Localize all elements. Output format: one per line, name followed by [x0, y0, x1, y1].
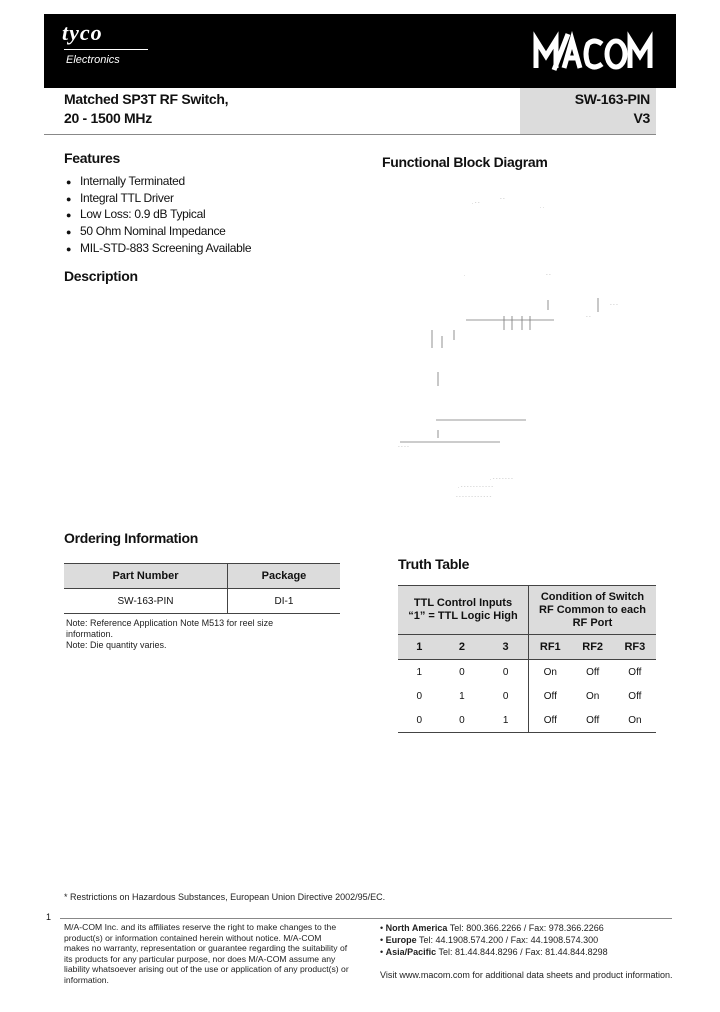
diagram-mark: . - - [472, 200, 480, 206]
table-cell: SW-163-PIN [64, 589, 227, 614]
diagram-line [432, 330, 454, 348]
column-header: RF3 [614, 635, 656, 660]
column-header: 2 [441, 635, 484, 660]
diagram-mark: - - [500, 196, 505, 202]
ordering-heading: Ordering Information [64, 530, 199, 546]
ordering-notes [66, 618, 316, 651]
table-cell: 1 [483, 708, 528, 733]
macom-logo [532, 28, 656, 76]
bullet-icon: ● [66, 177, 72, 187]
functional-block-diagram [380, 180, 670, 510]
table-row [398, 660, 656, 685]
legal-disclaimer: M/A-COM Inc. and its affiliates reserve the right to make changes to the product(s) or information contained herein without notice. M/A-COM makes no warranty, representation or guarantee regarding the suitability of its products for any particular purpose, nor does M/A-COM assume any liability whatsoever arising out of the use or application of any product(s) or information. [64, 922, 349, 985]
page-number: 1 [46, 912, 52, 922]
title-divider [44, 134, 656, 135]
table-cell: 0 [416, 690, 423, 702]
table-row [398, 684, 656, 708]
truth-table-heading: Truth Table [398, 556, 470, 572]
table-header-row [398, 586, 656, 635]
table-cell: 0 [441, 708, 484, 733]
table-row [64, 589, 340, 614]
features-list [66, 174, 251, 258]
tyco-logo-subtitle: Electronics [66, 54, 120, 66]
part-number: SW-163-PIN [574, 91, 650, 107]
table-cell: 0 [459, 666, 465, 678]
table-subheader-row [398, 635, 656, 660]
table-header-row [64, 564, 340, 589]
contact-numbers: Tel: 800.366.2266 / Fax: 978.366.2266 [449, 923, 604, 933]
table-cell: Off [528, 708, 571, 733]
truth-group-condition: Condition of Switch RF Common to each RF Port [528, 586, 656, 635]
bullet-icon: ● [66, 243, 72, 254]
description-heading: Description [64, 268, 138, 284]
contact-list [380, 922, 608, 958]
table-cell: 1 [416, 666, 423, 678]
contact-numbers: Tel: 81.44.844.8296 / Fax: 81.44.844.8298 [438, 947, 608, 957]
diagram-mark: . - - - - - - - - - - - [458, 484, 493, 490]
column-header: Package [227, 564, 340, 589]
column-header: 3 [483, 635, 528, 660]
diagram-mark: - - - [610, 302, 618, 308]
diagram-mark: . - - - - - - - [490, 476, 513, 482]
contact-item: • Europe Tel: 44.1908.574.200 / Fax: 44.1908.574.300 [380, 935, 599, 945]
list-item: ● Low Loss: 0.9 dB Typical [66, 207, 251, 224]
website-note: Visit www.macom.com for additional data sheets and product information. [380, 970, 673, 980]
table-cell: Off [528, 684, 571, 708]
list-item: ● Integral TTL Driver [66, 191, 251, 208]
ordering-note: Note: Reference Application Note M513 for reel size information. [66, 618, 274, 639]
tyco-logo-rule [64, 49, 148, 50]
contact-item: • Asia/Pacific Tel: 81.44.844.8296 / Fax: 81.44.844.8298 [380, 947, 608, 957]
table-cell: On [528, 660, 571, 685]
table-cell: On [585, 690, 600, 702]
diagram-heading: Functional Block Diagram [382, 154, 548, 170]
table-cell: Off [628, 690, 642, 702]
ordering-note: Note: Die quantity varies. [66, 640, 167, 650]
table-cell: Off [572, 708, 614, 733]
diagram-line [548, 298, 598, 312]
diagram-mark: - - - - - - - - - - - - [456, 494, 492, 500]
contact-item: • North America Tel: 800.366.2266 / Fax: 978.366.2266 [380, 923, 604, 933]
rohs-footnote: * Restrictions on Hazardous Substances, European Union Directive 2002/95/EC. [64, 892, 386, 902]
table-cell: 0 [398, 708, 441, 733]
product-title-line1: Matched SP3T RF Switch, [64, 91, 229, 107]
version: V3 [633, 110, 650, 126]
truth-group-inputs: TTL Control Inputs “1” = TTL Logic High [398, 586, 528, 635]
table-cell: 0 [502, 690, 509, 702]
list-item: ● Internally Terminated [66, 174, 251, 191]
features-heading: Features [64, 150, 120, 166]
list-item: ● 50 Ohm Nominal Impedance [66, 224, 251, 241]
table-cell: 0 [502, 666, 509, 678]
truth-table [398, 585, 656, 733]
table-cell: 1 [459, 690, 465, 702]
table-cell: On [614, 708, 656, 733]
list-item: ● MIL-STD-883 Screening Available [66, 241, 251, 258]
footer-divider [60, 918, 672, 919]
header-band [44, 14, 676, 88]
part-number-block [575, 90, 650, 128]
bullet-icon: ● [66, 227, 72, 238]
bullet-icon: ● [66, 210, 72, 221]
contact-region: Asia/Pacific [385, 947, 437, 957]
column-header: RF2 [572, 635, 614, 660]
product-title-line2: 20 - 1500 MHz [64, 110, 152, 126]
column-header: 1 [398, 635, 441, 660]
contact-numbers: Tel: 44.1908.574.200 / Fax: 44.1908.574.300 [419, 935, 599, 945]
diagram-mark: - - [546, 272, 551, 278]
diagram-mark: . . [540, 204, 545, 210]
product-title [64, 90, 228, 128]
table-cell: Off [586, 666, 600, 678]
table-row [398, 708, 656, 733]
column-header: RF1 [528, 635, 571, 660]
bullet-icon: ● [66, 193, 72, 204]
contact-region: North America [385, 923, 448, 933]
ordering-table [64, 563, 340, 614]
tyco-logo: tyco [62, 20, 103, 45]
table-cell: Off [628, 666, 642, 678]
table-cell: DI-1 [227, 589, 340, 614]
diagram-mark: - - - - [398, 444, 409, 450]
diagram-mark: - - [586, 314, 591, 320]
contact-region: Europe [385, 935, 417, 945]
diagram-mark: . [464, 272, 466, 278]
column-header: Part Number [64, 564, 227, 589]
diagram-line [504, 316, 530, 330]
